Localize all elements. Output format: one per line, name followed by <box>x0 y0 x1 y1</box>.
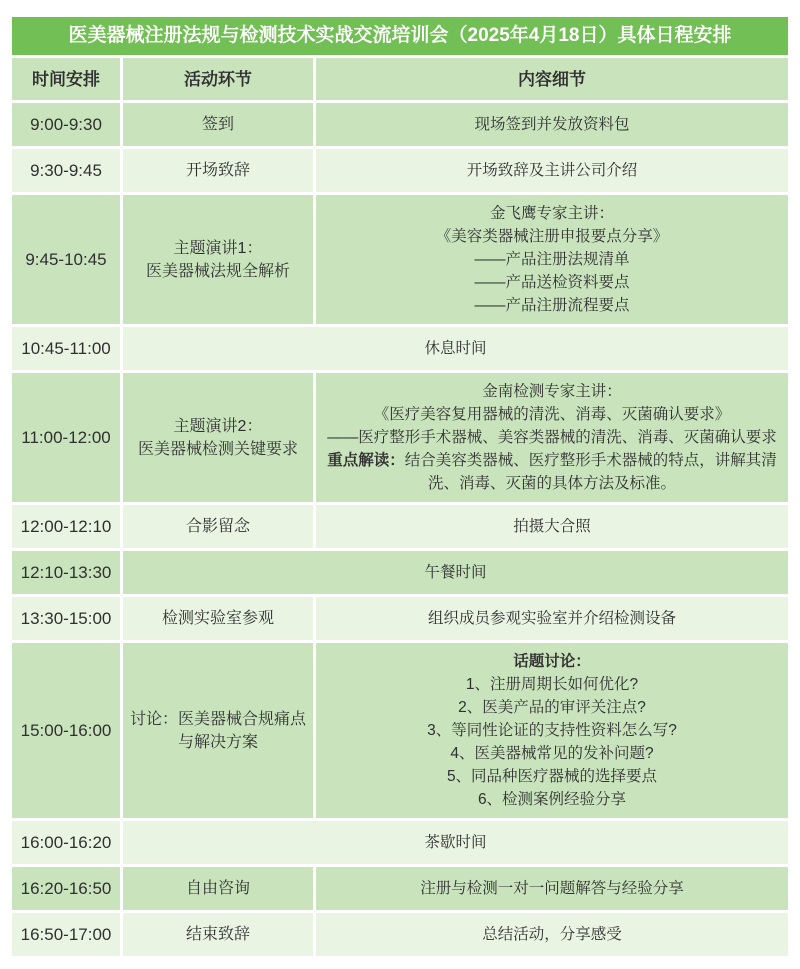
event-title-bar <box>12 17 788 55</box>
time-cell: 10:45-11:00 <box>12 327 120 370</box>
time-cell: 13:30-15:00 <box>12 597 120 640</box>
table-row <box>12 867 788 910</box>
content-line: 组织成员参观实验室并介绍检测设备 <box>427 610 676 627</box>
content-cell <box>316 597 788 640</box>
content-cell <box>316 149 788 192</box>
content-line: 开场致辞及主讲公司介绍 <box>466 162 638 179</box>
merged-content-cell: 午餐时间 <box>123 551 788 594</box>
time-cell: 9:45-10:45 <box>12 195 120 324</box>
schedule-table-header <box>12 58 788 100</box>
content-line: 现场签到并发放资料包 <box>474 116 630 133</box>
table-row <box>12 327 788 370</box>
header-row <box>12 58 788 100</box>
time-cell: 16:20-16:50 <box>12 867 120 910</box>
content-line: 重点解读：结合美容类器械、医疗整形手术器械的特点，讲解其清洗、消毒、灭菌的具体方法及标准。 <box>327 452 777 492</box>
activity-cell <box>123 643 313 818</box>
time-cell: 11:00-12:00 <box>12 373 120 502</box>
activity-line: 签到 <box>201 116 234 133</box>
activity-cell <box>123 867 313 910</box>
schedule-table-body <box>12 103 788 956</box>
content-line: 3、等同性论证的支持性资料怎么写? <box>427 722 677 739</box>
column-header-content: 内容细节 <box>316 58 788 100</box>
content-cell <box>316 505 788 548</box>
time-cell: 9:00-9:30 <box>12 103 120 146</box>
activity-line: 与解决方案 <box>177 733 258 751</box>
content-line: 1、注册周期长如何优化? <box>465 676 639 693</box>
activity-line: 检测实验室参观 <box>161 610 274 627</box>
table-row <box>12 597 788 640</box>
content-line: 6、检测案例经验分享 <box>477 791 627 808</box>
table-row <box>12 103 788 146</box>
content-line: 《医疗美容复用器械的清洗、消毒、灭菌确认要求》 <box>373 406 731 423</box>
content-line: ——产品注册流程要点 <box>474 297 630 314</box>
activity-line: 主题演讲2： <box>173 417 263 435</box>
content-cell <box>316 913 788 956</box>
activity-cell <box>123 913 313 956</box>
content-cell <box>316 103 788 146</box>
activity-line: 结束致辞 <box>185 926 250 943</box>
activity-cell <box>123 195 313 324</box>
table-row <box>12 373 788 502</box>
content-line: 《美容类器械注册申报要点分享》 <box>435 228 669 245</box>
activity-line: 自由咨询 <box>185 880 250 897</box>
content-line-bold-prefix: 重点解读： <box>327 452 405 469</box>
time-cell: 9:30-9:45 <box>12 149 120 192</box>
content-line: 注册与检测一对一问题解答与经验分享 <box>420 880 684 897</box>
content-line: 5、同品种医疗器械的选择要点 <box>446 768 658 785</box>
content-cell <box>316 195 788 324</box>
activity-line: 医美器械检测关键要求 <box>137 440 298 458</box>
merged-content-cell: 休息时间 <box>123 327 788 370</box>
content-line <box>322 650 782 673</box>
content-line: 金飞鹰专家主讲： <box>489 205 614 222</box>
activity-line: 合影留念 <box>185 518 250 535</box>
content-line: ——医疗整形手术器械、美容类器械的清洗、消毒、灭菌确认要求 <box>327 429 777 446</box>
table-row <box>12 821 788 864</box>
merged-content-cell: 茶歇时间 <box>123 821 788 864</box>
content-line: 2、医美产品的审评关注点? <box>458 699 646 716</box>
table-row <box>12 149 788 192</box>
schedule-table <box>9 55 791 959</box>
event-title: 医美器械注册法规与检测技术实战交流培训会（2025年4月18日）具体日程安排 <box>68 25 732 46</box>
content-line-bold-prefix: 话题讨论： <box>513 653 591 670</box>
content-line: 金南检测专家主讲： <box>482 383 622 400</box>
content-line: ——产品注册法规清单 <box>474 251 630 268</box>
content-line: 总结活动，分享感受 <box>482 926 622 943</box>
activity-cell <box>123 373 313 502</box>
table-row <box>12 195 788 324</box>
table-row <box>12 551 788 594</box>
time-cell: 12:10-13:30 <box>12 551 120 594</box>
content-line: 拍摄大合照 <box>513 518 591 535</box>
content-cell <box>316 373 788 502</box>
activity-line: 讨论：医美器械合规痛点 <box>129 710 306 728</box>
column-header-activity: 活动环节 <box>123 58 313 100</box>
content-cell <box>316 867 788 910</box>
content-line: ——产品送检资料要点 <box>474 274 630 291</box>
activity-cell <box>123 103 313 146</box>
activity-line: 医美器械法规全解析 <box>145 262 290 280</box>
content-cell <box>316 643 788 818</box>
activity-line: 开场致辞 <box>185 162 250 179</box>
time-cell: 16:50-17:00 <box>12 913 120 956</box>
time-cell: 15:00-16:00 <box>12 643 120 818</box>
table-row <box>12 505 788 548</box>
time-cell: 16:00-16:20 <box>12 821 120 864</box>
activity-cell <box>123 149 313 192</box>
time-cell: 12:00-12:10 <box>12 505 120 548</box>
activity-cell <box>123 505 313 548</box>
activity-line: 主题演讲1： <box>173 239 263 257</box>
column-header-time: 时间安排 <box>12 58 120 100</box>
activity-cell <box>123 597 313 640</box>
content-line: 4、医美器械常见的发补问题? <box>450 745 654 762</box>
table-row <box>12 913 788 956</box>
table-row <box>12 643 788 818</box>
